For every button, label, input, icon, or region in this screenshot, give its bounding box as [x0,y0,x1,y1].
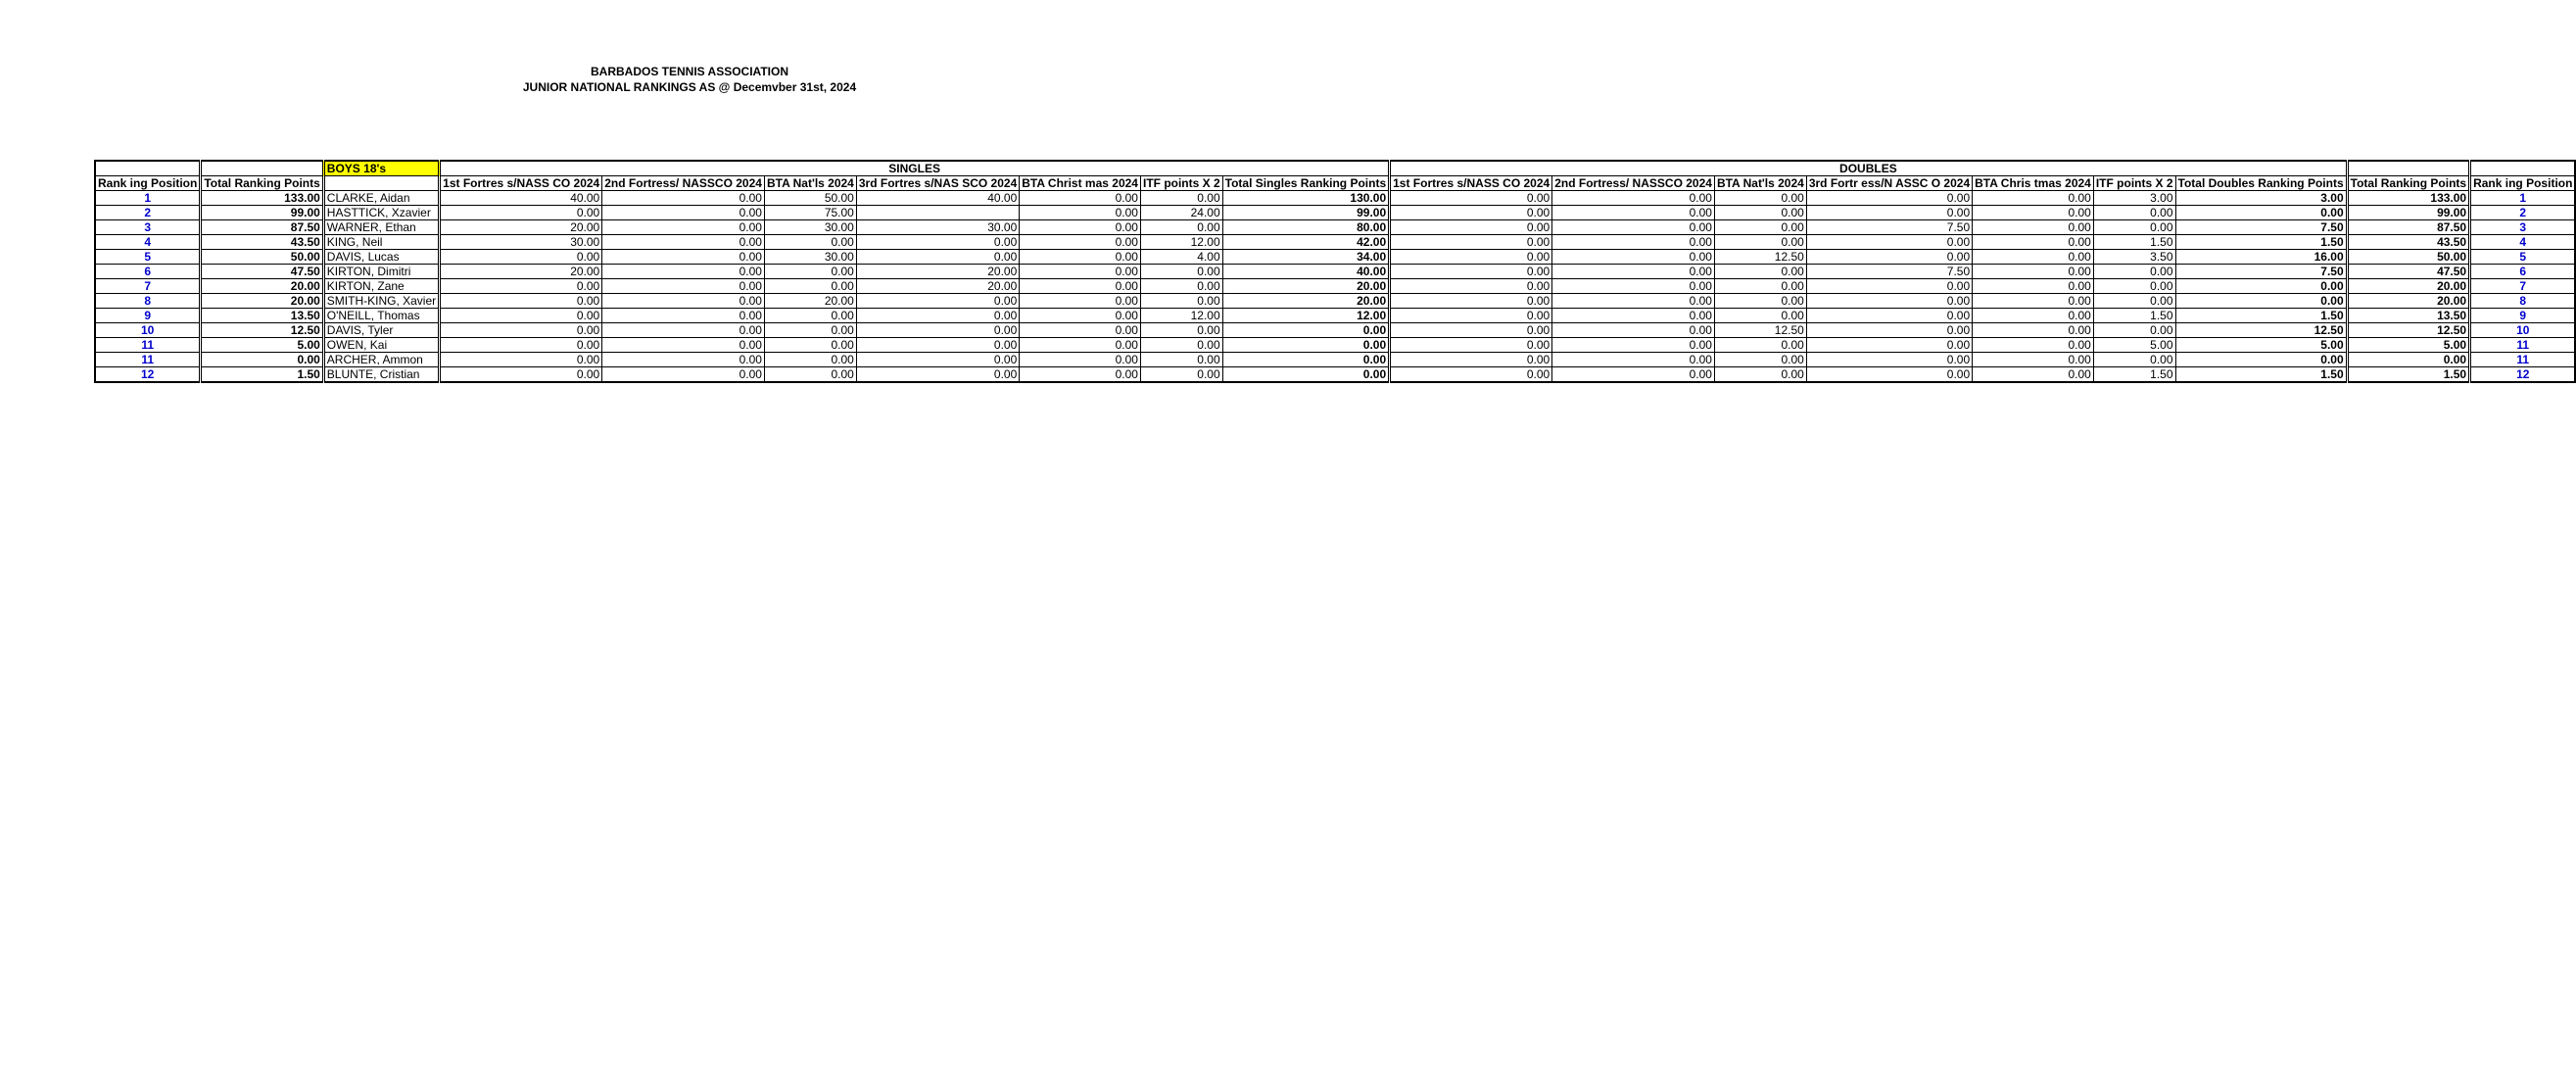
doubles-points-cell: 0.00 [2093,279,2175,294]
singles-total-cell: 80.00 [1222,220,1389,235]
total-points-cell: 133.00 [201,191,323,206]
rank-position-end-cell: 8 [2470,294,2576,309]
doubles-points-cell: 0.00 [1714,367,1806,383]
doubles-points-cell: 0.00 [1714,220,1806,235]
singles-points-cell: 0.00 [440,294,602,309]
total-points-cell: 5.00 [201,338,323,353]
singles-points-cell: 0.00 [1140,220,1222,235]
rank-position-end-cell: 11 [2470,353,2576,367]
grand-total-cell: 20.00 [2347,294,2469,309]
doubles-points-cell: 12.50 [1714,250,1806,265]
rank-position-end-cell: 10 [2470,323,2576,338]
col-s4-header: 3rd Fortres s/NAS SCO 2024 [856,176,1019,191]
rank-position-cell: 12 [95,367,201,383]
doubles-points-cell: 0.00 [1390,191,1552,206]
singles-points-cell: 0.00 [856,367,1019,383]
doubles-points-cell: 1.50 [2093,235,2175,250]
doubles-points-cell: 0.00 [1714,353,1806,367]
col-total-header: Total Ranking Points [201,176,323,191]
singles-total-cell: 0.00 [1222,338,1389,353]
col-s3-header: BTA Nat'ls 2024 [764,176,856,191]
doubles-points-cell: 7.50 [1806,265,1972,279]
singles-points-cell: 0.00 [1020,220,1141,235]
table-row [95,220,2575,235]
col-s2-header: 2nd Fortress/ NASSCO 2024 [602,176,765,191]
singles-points-cell: 20.00 [440,265,602,279]
singles-points-cell: 0.00 [764,279,856,294]
table-row [95,309,2575,323]
singles-points-cell: 0.00 [1140,338,1222,353]
doubles-points-cell: 0.00 [1552,279,1715,294]
singles-points-cell: 0.00 [1140,367,1222,383]
col-d3-header: BTA Nat'ls 2024 [1714,176,1806,191]
doubles-points-cell: 0.00 [1390,250,1552,265]
total-points-cell: 20.00 [201,294,323,309]
rankings-subtitle: JUNIOR NATIONAL RANKINGS AS @ Decemvber 31st, 2024 [522,80,857,94]
doubles-points-cell: 0.00 [1806,323,1972,338]
singles-points-cell: 0.00 [440,279,602,294]
singles-total-cell: 20.00 [1222,279,1389,294]
singles-points-cell: 30.00 [764,250,856,265]
singles-points-cell: 0.00 [1140,294,1222,309]
player-name-cell: KIRTON, Zane [323,279,439,294]
player-name-cell: DAVIS, Tyler [323,323,439,338]
singles-points-cell: 40.00 [856,191,1019,206]
total-points-cell: 20.00 [201,279,323,294]
doubles-points-cell: 0.00 [1714,206,1806,220]
table-row [95,353,2575,367]
rank-position-cell: 7 [95,279,201,294]
rank-position-cell: 8 [95,294,201,309]
doubles-total-cell: 0.00 [2175,353,2347,367]
rank-position-cell: 10 [95,323,201,338]
table-row [95,235,2575,250]
doubles-points-cell: 0.00 [1973,191,2094,206]
rank-position-end-cell: 11 [2470,338,2576,353]
group-header-row [95,161,2575,176]
doubles-points-cell: 0.00 [1806,294,1972,309]
singles-total-cell: 12.00 [1222,309,1389,323]
grand-total-cell: 43.50 [2347,235,2469,250]
singles-points-cell: 0.00 [602,353,765,367]
doubles-points-cell: 0.00 [1806,309,1972,323]
singles-points-cell: 24.00 [1140,206,1222,220]
singles-total-cell: 40.00 [1222,265,1389,279]
doubles-points-cell: 0.00 [1552,323,1715,338]
singles-points-cell: 0.00 [764,323,856,338]
singles-points-cell: 0.00 [602,220,765,235]
doubles-points-cell: 0.00 [1390,294,1552,309]
doubles-points-cell: 0.00 [1806,338,1972,353]
column-header-row [95,176,2575,191]
doubles-points-cell: 0.00 [1552,206,1715,220]
doubles-points-cell: 0.00 [1973,353,2094,367]
singles-points-cell: 4.00 [1140,250,1222,265]
singles-points-cell: 0.00 [1020,294,1141,309]
singles-points-cell: 20.00 [856,265,1019,279]
table-row [95,206,2575,220]
singles-points-cell: 0.00 [602,367,765,383]
table-row [95,279,2575,294]
singles-points-cell: 0.00 [764,367,856,383]
doubles-total-cell: 1.50 [2175,309,2347,323]
doubles-points-cell: 0.00 [1806,279,1972,294]
player-name-cell: O'NEILL, Thomas [323,309,439,323]
singles-points-cell: 0.00 [764,338,856,353]
col-s5-header: BTA Christ mas 2024 [1020,176,1141,191]
doubles-points-cell: 0.00 [1552,235,1715,250]
rank-position-cell: 2 [95,206,201,220]
doubles-points-cell: 0.00 [1714,338,1806,353]
doubles-points-cell: 0.00 [1390,265,1552,279]
rank-position-cell: 11 [95,338,201,353]
rank-position-end-cell: 2 [2470,206,2576,220]
singles-points-cell: 30.00 [440,235,602,250]
doubles-points-cell: 0.00 [2093,323,2175,338]
singles-points-cell: 0.00 [856,353,1019,367]
singles-points-cell: 20.00 [764,294,856,309]
table-row [95,323,2575,338]
total-points-cell: 50.00 [201,250,323,265]
singles-points-cell: 0.00 [602,338,765,353]
doubles-points-cell: 0.00 [1552,367,1715,383]
singles-points-cell: 0.00 [440,338,602,353]
table-row [95,367,2575,383]
singles-points-cell: 0.00 [1140,279,1222,294]
singles-total-cell: 0.00 [1222,367,1389,383]
player-name-cell: ARCHER, Ammon [323,353,439,367]
doubles-points-cell: 0.00 [1714,235,1806,250]
singles-points-cell: 0.00 [764,353,856,367]
singles-points-cell: 0.00 [764,265,856,279]
total-points-cell: 47.50 [201,265,323,279]
doubles-total-cell: 7.50 [2175,265,2347,279]
table-row [95,338,2575,353]
singles-points-cell: 0.00 [1140,265,1222,279]
doubles-points-cell: 0.00 [1552,338,1715,353]
player-name-cell: OWEN, Kai [323,338,439,353]
rank-position-end-cell: 7 [2470,279,2576,294]
singles-points-cell: 0.00 [1020,250,1141,265]
grand-total-cell: 12.50 [2347,323,2469,338]
rank-position-end-cell: 1 [2470,191,2576,206]
doubles-points-cell: 0.00 [1806,353,1972,367]
singles-points-cell: 12.00 [1140,309,1222,323]
doubles-points-cell: 0.00 [1390,235,1552,250]
grand-total-cell: 133.00 [2347,191,2469,206]
singles-points-cell: 0.00 [602,294,765,309]
col-doubles-total-header: Total Doubles Ranking Points [2175,176,2347,191]
singles-points-cell: 0.00 [602,309,765,323]
grand-total-cell: 47.50 [2347,265,2469,279]
grand-total-cell: 20.00 [2347,279,2469,294]
grand-total-cell: 13.50 [2347,309,2469,323]
table-row [95,265,2575,279]
doubles-points-cell: 0.00 [1390,220,1552,235]
singles-points-cell: 75.00 [764,206,856,220]
total-points-cell: 0.00 [201,353,323,367]
singles-points-cell: 0.00 [1020,206,1141,220]
doubles-points-cell: 0.00 [1390,367,1552,383]
singles-points-cell: 0.00 [764,309,856,323]
singles-points-cell: 30.00 [856,220,1019,235]
grand-total-cell: 1.50 [2347,367,2469,383]
singles-points-cell: 0.00 [764,235,856,250]
total-points-cell: 12.50 [201,323,323,338]
singles-points-cell: 0.00 [1140,323,1222,338]
singles-total-cell: 0.00 [1222,353,1389,367]
doubles-points-cell: 0.00 [1390,279,1552,294]
singles-total-cell: 20.00 [1222,294,1389,309]
col-rank-header: Rank ing Position [95,176,201,191]
doubles-total-cell: 16.00 [2175,250,2347,265]
doubles-points-cell: 0.00 [1973,235,2094,250]
singles-group-label: SINGLES [440,161,1390,176]
singles-points-cell: 0.00 [440,206,602,220]
singles-points-cell: 0.00 [1140,353,1222,367]
doubles-total-cell: 1.50 [2175,235,2347,250]
singles-points-cell: 40.00 [440,191,602,206]
doubles-points-cell: 0.00 [1806,250,1972,265]
singles-points-cell: 0.00 [1020,191,1141,206]
singles-points-cell: 0.00 [856,294,1019,309]
doubles-points-cell: 0.00 [1973,294,2094,309]
doubles-points-cell: 0.00 [1390,323,1552,338]
grand-total-cell: 87.50 [2347,220,2469,235]
player-name-cell: KING, Neil [323,235,439,250]
grand-total-cell: 99.00 [2347,206,2469,220]
singles-points-cell: 0.00 [602,206,765,220]
doubles-points-cell: 0.00 [1552,191,1715,206]
singles-points-cell: 30.00 [764,220,856,235]
doubles-points-cell: 0.00 [1714,294,1806,309]
rankings-table [94,160,2576,383]
doubles-points-cell: 3.00 [2093,191,2175,206]
grand-total-cell: 0.00 [2347,353,2469,367]
rank-position-cell: 4 [95,235,201,250]
doubles-points-cell: 0.00 [1714,191,1806,206]
doubles-points-cell: 0.00 [1552,353,1715,367]
doubles-points-cell: 0.00 [1806,206,1972,220]
rank-position-cell: 5 [95,250,201,265]
doubles-total-cell: 7.50 [2175,220,2347,235]
singles-points-cell: 0.00 [440,250,602,265]
singles-points-cell: 0.00 [602,235,765,250]
singles-points-cell: 20.00 [856,279,1019,294]
rank-position-end-cell: 6 [2470,265,2576,279]
doubles-total-cell: 12.50 [2175,323,2347,338]
singles-points-cell: 0.00 [1020,265,1141,279]
player-name-cell: KIRTON, Dimitri [323,265,439,279]
doubles-points-cell: 0.00 [1390,338,1552,353]
singles-points-cell: 0.00 [440,353,602,367]
singles-points-cell: 0.00 [856,309,1019,323]
doubles-points-cell: 5.00 [2093,338,2175,353]
doubles-total-cell: 0.00 [2175,294,2347,309]
doubles-points-cell: 0.00 [1714,265,1806,279]
singles-points-cell: 0.00 [1020,367,1141,383]
singles-total-cell: 34.00 [1222,250,1389,265]
player-name-cell: SMITH-KING, Xavier [323,294,439,309]
singles-points-cell: 0.00 [602,279,765,294]
singles-points-cell: 0.00 [856,235,1019,250]
doubles-points-cell: 0.00 [1390,309,1552,323]
singles-points-cell: 0.00 [602,265,765,279]
singles-points-cell: 0.00 [1140,191,1222,206]
singles-points-cell: 0.00 [440,309,602,323]
doubles-points-cell: 0.00 [2093,265,2175,279]
singles-total-cell: 0.00 [1222,323,1389,338]
table-row [95,191,2575,206]
player-name-cell: HASTTICK, Xzavier [323,206,439,220]
rank-position-end-cell: 5 [2470,250,2576,265]
singles-total-cell: 42.00 [1222,235,1389,250]
doubles-total-cell: 0.00 [2175,206,2347,220]
col-d2-header: 2nd Fortress/ NASSCO 2024 [1552,176,1715,191]
doubles-points-cell: 0.00 [1552,265,1715,279]
doubles-points-cell: 0.00 [1714,309,1806,323]
doubles-points-cell: 1.50 [2093,367,2175,383]
grand-total-cell: 50.00 [2347,250,2469,265]
singles-points-cell: 0.00 [602,250,765,265]
document-header [0,64,1379,95]
table-row [95,250,2575,265]
col-d4-header: 3rd Fortr ess/N ASSC O 2024 [1806,176,1972,191]
rank-position-cell: 9 [95,309,201,323]
doubles-total-cell: 5.00 [2175,338,2347,353]
total-points-cell: 87.50 [201,220,323,235]
total-points-cell: 1.50 [201,367,323,383]
doubles-points-cell: 7.50 [1806,220,1972,235]
singles-points-cell: 0.00 [856,323,1019,338]
rank-position-cell: 1 [95,191,201,206]
table-row [95,294,2575,309]
doubles-points-cell: 0.00 [1390,206,1552,220]
singles-points-cell: 0.00 [602,323,765,338]
doubles-points-cell: 0.00 [2093,206,2175,220]
org-title: BARBADOS TENNIS ASSOCIATION [590,65,788,78]
total-points-cell: 43.50 [201,235,323,250]
singles-points-cell: 0.00 [1020,235,1141,250]
doubles-points-cell: 1.50 [2093,309,2175,323]
singles-points-cell: 12.00 [1140,235,1222,250]
player-name-cell: BLUNTE, Cristian [323,367,439,383]
singles-points-cell: 0.00 [602,191,765,206]
col-name-header [323,176,439,191]
doubles-points-cell: 0.00 [1552,294,1715,309]
doubles-points-cell: 0.00 [2093,220,2175,235]
doubles-points-cell: 0.00 [2093,353,2175,367]
rank-position-end-cell: 4 [2470,235,2576,250]
rank-position-cell: 11 [95,353,201,367]
singles-total-cell: 99.00 [1222,206,1389,220]
singles-total-cell: 130.00 [1222,191,1389,206]
col-d1-header: 1st Fortres s/NASS CO 2024 [1390,176,1552,191]
doubles-points-cell: 0.00 [1390,353,1552,367]
singles-points-cell: 0.00 [1020,338,1141,353]
doubles-points-cell: 0.00 [1973,323,2094,338]
doubles-points-cell: 0.00 [1806,191,1972,206]
singles-points-cell [856,206,1019,220]
col-singles-total-header: Total Singles Ranking Points [1222,176,1389,191]
total-points-cell: 99.00 [201,206,323,220]
player-name-cell: WARNER, Ethan [323,220,439,235]
singles-points-cell: 0.00 [1020,279,1141,294]
col-d5-header: BTA Chris tmas 2024 [1973,176,2094,191]
doubles-points-cell: 0.00 [1973,206,2094,220]
doubles-points-cell: 0.00 [1714,279,1806,294]
singles-points-cell: 0.00 [1020,309,1141,323]
rank-position-cell: 6 [95,265,201,279]
doubles-points-cell: 0.00 [1552,309,1715,323]
doubles-group-label: DOUBLES [1390,161,2348,176]
rank-position-cell: 3 [95,220,201,235]
singles-points-cell: 20.00 [440,220,602,235]
doubles-points-cell: 0.00 [1973,265,2094,279]
doubles-total-cell: 0.00 [2175,279,2347,294]
col-rank-end-header: Rank ing Position [2470,176,2576,191]
doubles-points-cell: 0.00 [1973,338,2094,353]
col-grand-total-header: Total Ranking Points [2347,176,2469,191]
doubles-points-cell: 12.50 [1714,323,1806,338]
doubles-points-cell: 0.00 [1552,220,1715,235]
rank-position-end-cell: 9 [2470,309,2576,323]
doubles-points-cell: 0.00 [1973,250,2094,265]
singles-points-cell: 0.00 [1020,323,1141,338]
rank-position-end-cell: 12 [2470,367,2576,383]
singles-points-cell: 50.00 [764,191,856,206]
doubles-points-cell: 0.00 [1806,235,1972,250]
singles-points-cell: 0.00 [440,323,602,338]
singles-points-cell: 0.00 [856,338,1019,353]
grand-total-cell: 5.00 [2347,338,2469,353]
player-name-cell: DAVIS, Lucas [323,250,439,265]
doubles-points-cell: 0.00 [2093,294,2175,309]
doubles-points-cell: 0.00 [1552,250,1715,265]
category-label: BOYS 18's [323,161,439,176]
total-points-cell: 13.50 [201,309,323,323]
doubles-total-cell: 1.50 [2175,367,2347,383]
col-d6-header: ITF points X 2 [2093,176,2175,191]
doubles-total-cell: 3.00 [2175,191,2347,206]
player-name-cell: CLARKE, Aidan [323,191,439,206]
singles-points-cell: 0.00 [440,367,602,383]
col-s6-header: ITF points X 2 [1140,176,1222,191]
doubles-points-cell: 0.00 [1973,220,2094,235]
doubles-points-cell: 0.00 [1973,279,2094,294]
doubles-points-cell: 3.50 [2093,250,2175,265]
doubles-points-cell: 0.00 [1806,367,1972,383]
col-s1-header: 1st Fortres s/NASS CO 2024 [440,176,602,191]
singles-points-cell: 0.00 [1020,353,1141,367]
singles-points-cell: 0.00 [856,250,1019,265]
doubles-points-cell: 0.00 [1973,309,2094,323]
rank-position-end-cell: 3 [2470,220,2576,235]
doubles-points-cell: 0.00 [1973,367,2094,383]
